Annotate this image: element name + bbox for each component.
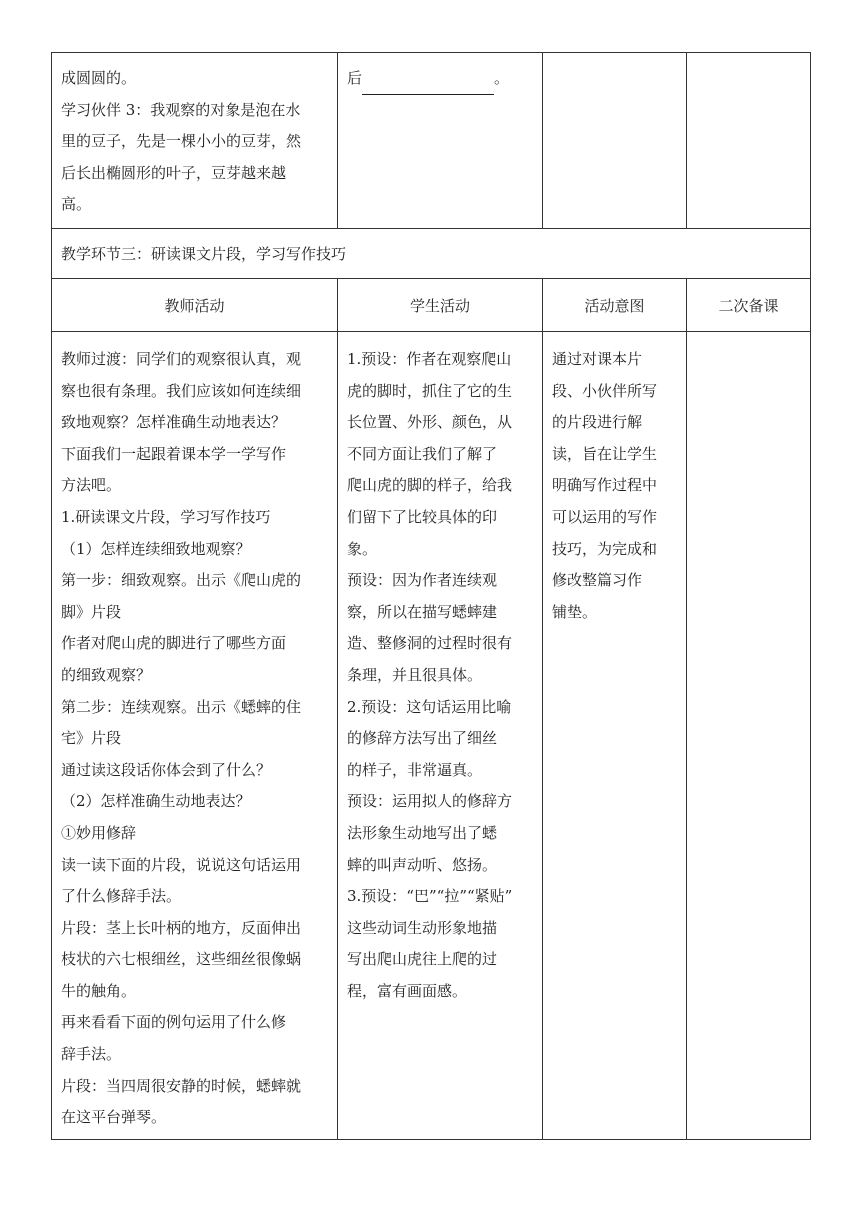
intent-text-line: 段、小伙伴所写 [552, 381, 658, 400]
intent-text-line: 的片段进行解 [552, 413, 643, 432]
intent-text-line: 可以运用的写作 [552, 507, 658, 526]
teacher-text-line: 辞手法。 [61, 1045, 122, 1064]
student-activity-cell [338, 332, 543, 1140]
student-suffix: 。 [494, 69, 510, 87]
teacher-text-line: ①妙用修辞 [61, 823, 137, 842]
teacher-text-line: （2）怎样准确生动地表达？ [61, 792, 251, 811]
teacher-text-line: 再来看看下面的例句运用了什么修 [61, 1013, 287, 1032]
teacher-text-line: 1.研读课文片段，学习写作技巧 [61, 507, 271, 526]
teacher-text-line: 作者对爬山虎的脚进行了哪些方面 [61, 634, 287, 653]
student-text-line: 预设：因为作者连续观 [347, 571, 498, 590]
intent-text-line: 读，旨在让学生 [552, 444, 658, 463]
teacher-text-line: 方法吧。 [61, 476, 122, 495]
teacher-text-line: 教师过渡：同学们的观察很认真，观 [61, 350, 302, 368]
teacher-text-line: 通过读这段话你体会到了什么？ [61, 760, 272, 779]
top-student-cell [338, 53, 543, 229]
teacher-text-line: 学习伙伴 3：我观察的对象是泡在水 [61, 100, 301, 119]
teacher-text-line: 片段：茎上长叶柄的地方，反面伸出 [61, 918, 302, 937]
intent-cell [543, 332, 687, 1140]
intent-text-line: 明确写作过程中 [552, 476, 658, 495]
top-row [52, 53, 811, 229]
teacher-text-line: 成圆圆的。 [61, 69, 137, 87]
intent-text-line: 修改整篇习作 [552, 571, 643, 590]
student-text-line: 不同方面让我们了解了 [347, 444, 498, 463]
student-text-line: 察，所以在描写蟋蟀建 [347, 602, 498, 621]
header-student: 学生活动 [338, 279, 543, 332]
teacher-text-line: 读一读下面的片段，说说这句话运用 [61, 855, 302, 874]
student-text-line: 爬山虎的脚的样子，给我 [347, 476, 513, 495]
student-text-line: 条理，并且很具体。 [347, 665, 483, 684]
header-row [52, 279, 811, 332]
content-row [52, 332, 811, 1140]
teacher-text-line: 高。 [61, 195, 92, 214]
student-text-line: 的修辞方法写出了细丝 [347, 729, 498, 748]
teacher-text-line: 后长出椭圆形的叶子，豆芽越来越 [61, 163, 287, 182]
teacher-text-line: 枝状的六七根细丝，这些细丝很像蜗 [61, 950, 302, 969]
top-teacher-cell [52, 53, 338, 229]
student-text-line: 长位置、外形、颜色，从 [347, 413, 513, 432]
student-text-line: 2.预设：这句话运用比喻 [347, 697, 512, 716]
teacher-text-line: 致地观察？怎样准确生动地表达？ [61, 413, 287, 432]
lesson-table [51, 52, 811, 1140]
teacher-text-line: 牛的触角。 [61, 981, 137, 1000]
teacher-text-line: （1）怎样连续细致地观察？ [61, 539, 251, 558]
top-intent-cell [543, 53, 687, 229]
student-text-line: 这些动词生动形象地描 [347, 918, 498, 937]
teacher-text-line: 的细致观察？ [61, 665, 152, 684]
student-text-line: 1.预设：作者在观察爬山 [347, 350, 512, 368]
teacher-text-line: 里的豆子，先是一棵小小的豆芽，然 [61, 132, 302, 151]
section-cell [52, 229, 811, 279]
student-text-line: 蟀的叫声动听、悠扬。 [347, 855, 498, 874]
teacher-text-line: 第一步：细致观察。出示《爬山虎的 [61, 571, 302, 590]
student-text-line: 程，富有画面感。 [347, 981, 468, 1000]
teacher-text-line: 片段：当四周很安静的时候，蟋蟀就 [61, 1076, 302, 1095]
student-text-line: 写出爬山虎往上爬的过 [347, 950, 498, 969]
intent-text-line: 技巧，为完成和 [552, 539, 658, 558]
teacher-text-line: 脚》片段 [61, 602, 122, 621]
teacher-activity-cell [52, 332, 338, 1140]
teacher-text-line: 宅》片段 [61, 729, 122, 748]
student-text-line: 法形象生动地写出了蟋 [347, 823, 498, 842]
header-intent: 活动意图 [543, 279, 687, 332]
fill-blank [362, 76, 494, 95]
student-text-line: 的样子，非常逼真。 [347, 760, 483, 779]
student-text-line: 们留下了比较具体的印 [347, 507, 498, 526]
section-title: 教学环节三：研读课文片段，学习写作技巧 [61, 245, 347, 263]
teacher-text-line: 在这平台弹琴。 [61, 1108, 167, 1127]
intent-text-line: 通过对课本片 [552, 350, 643, 368]
student-text-line: 预设：运用拟人的修辞方 [347, 792, 513, 811]
section-row [52, 229, 811, 279]
backup-cell [687, 332, 811, 1140]
teacher-text-line: 第二步：连续观察。出示《蟋蟀的住 [61, 697, 302, 716]
top-backup-cell [687, 53, 811, 229]
teacher-text-line: 了什么修辞手法。 [61, 887, 182, 906]
student-text-line: 3.预设：“巴”“拉”“紧贴” [347, 887, 513, 906]
teacher-text-line: 察也很有条理。我们应该如何连续细 [61, 381, 302, 400]
student-text-line: 造、整修洞的过程时很有 [347, 634, 513, 653]
intent-text-line: 铺垫。 [552, 602, 598, 621]
student-text-line: 象。 [347, 539, 378, 558]
header-backup: 二次备课 [687, 279, 811, 332]
header-teacher: 教师活动 [52, 279, 338, 332]
teacher-text-line: 下面我们一起跟着课本学一学写作 [61, 444, 287, 463]
student-prefix: 后 [347, 69, 363, 87]
student-text-line: 虎的脚时，抓住了它的生 [347, 381, 513, 400]
